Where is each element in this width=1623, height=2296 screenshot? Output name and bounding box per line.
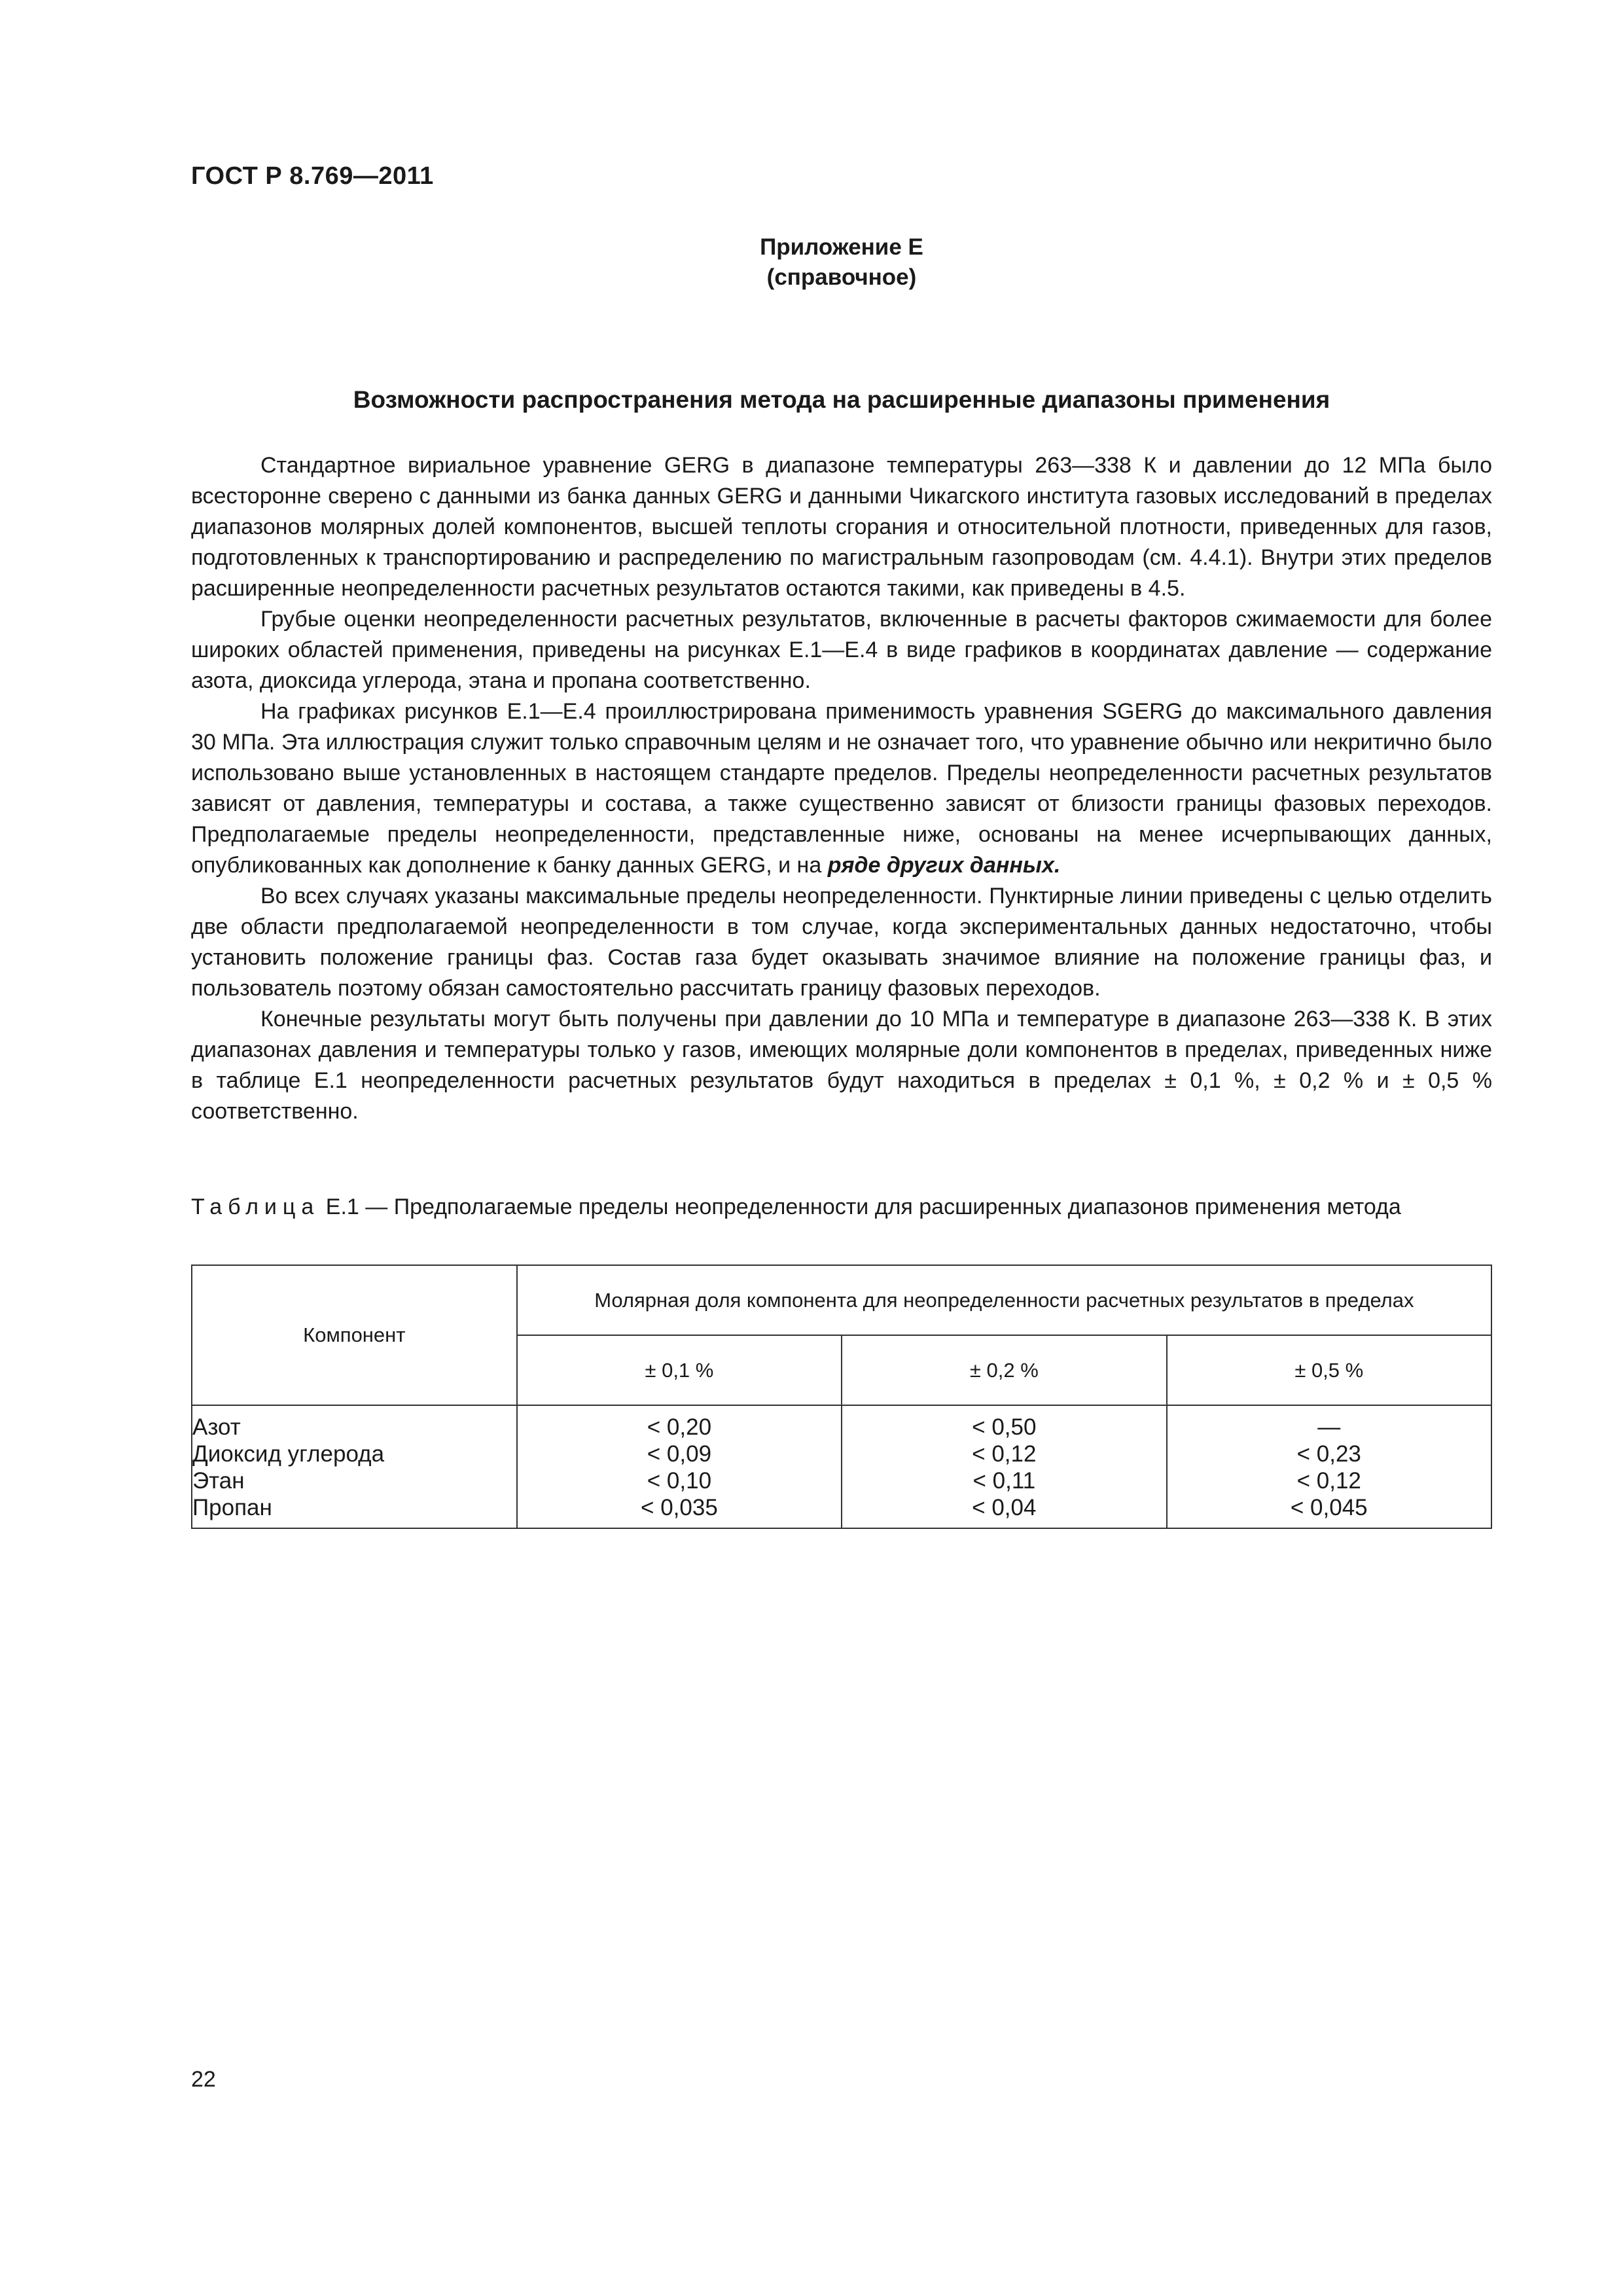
section-title: Возможности распространения метода на расширенные диапазоны применения — [353, 386, 1330, 413]
body-text — [191, 450, 1492, 1127]
values-cell-0-2 — [842, 1405, 1166, 1528]
appendix-type: (справочное) — [766, 264, 917, 290]
paragraph: Стандартное вириальное уравнение GERG в диапазоне температуры 263—338 К и давлении до 12 МПа было всесторонне сверено с данными из банка данных GERG и данными Чикагского института газовых исследований в пределах диапазонов молярных долей компонентов, высшей теплоты сгорания и относительной плотности, приведенных для газов, подготовленных к транспортированию и распределению по магистральным газопроводам (см. 4.4.1). Внутри этих пределов расширенные неопределенности расчетных результатов остаются такими, как приведены в 4.5. — [191, 453, 1492, 601]
table-value: < 0,50 — [972, 1414, 1037, 1440]
document-code: ГОСТ Р 8.769—2011 — [191, 162, 434, 190]
table-value: < 0,23 — [1296, 1441, 1361, 1467]
table-value: < 0,11 — [972, 1468, 1036, 1494]
component-name: Азот — [192, 1414, 241, 1440]
paragraph: Конечные результаты могут быть получены при давлении до 10 МПа и температуре в диапазоне 263—338 К. В этих диапазонах давления и температуры только у газов, имеющих молярные доли компонентов в пределах, приведенных ниже в таблице Е.1 неопределенности расчетных результатов будут находиться в пределах ± 0,1 %, ± 0,2 % и ± 0,5 % соответственно. — [191, 1007, 1492, 1124]
table-value: < 0,035 — [641, 1495, 718, 1520]
table-value: < 0,12 — [972, 1441, 1037, 1467]
component-name: Этан — [192, 1468, 245, 1494]
header-group: Молярная доля компонента для неопределенности расчетных результатов в пределах — [517, 1265, 1491, 1335]
table-value: < 0,045 — [1290, 1495, 1368, 1520]
appendix-title: Приложение Е — [760, 234, 923, 260]
page-number: 22 — [191, 2067, 216, 2092]
table-caption-text: Е.1 — Предполагаемые пределы неопределенности для расширенных диапазонов применения метода — [325, 1194, 1401, 1219]
component-name: Диоксид углерода — [192, 1441, 385, 1467]
table-caption — [191, 1193, 1492, 1221]
component-names-cell — [192, 1405, 517, 1528]
table-value: < 0,20 — [647, 1414, 712, 1440]
table-value: < 0,04 — [972, 1495, 1037, 1520]
paragraph-text: На графиках рисунков Е.1—Е.4 проиллюстрирована применимость уравнения SGERG до максимального давления 30 МПа. Эта иллюстрация служит только справочным целям и не означает того, что уравнение обычно или некритично было использовано выше установленных в настоящем стандарте пределов. Пределы неопределенности расчетных результатов зависят от давления, температуры и состава, а также существенно зависят от близости границы фазовых переходов. Предполагаемые пределы неопределенности, представленные ниже, основаны на менее исчерпывающих данных, опубликованных как дополнение к банку данных GERG, и на — [191, 699, 1492, 878]
header-column: ± 0,1 % — [517, 1335, 842, 1405]
table-value: < 0,12 — [1296, 1468, 1361, 1494]
table-row — [192, 1405, 1491, 1528]
component-name: Пропан — [192, 1495, 272, 1520]
table-value: < 0,10 — [647, 1468, 712, 1494]
table-caption-label: Таблица — [191, 1194, 320, 1219]
header-column: ± 0,5 % — [1167, 1335, 1491, 1405]
header-component: Компонент — [192, 1265, 517, 1405]
paragraph: Во всех случаях указаны максимальные пределы неопределенности. Пунктирные линии приведены с целью отделить две области предполагаемой неопределенности в том случае, когда экспериментальных данных недостаточно, чтобы установить положение границы фаз. Состав газа будет оказывать значимое влияние на положение границы фаз, и пользователь поэтому обязан самостоятельно рассчитать границу фазовых переходов. — [191, 884, 1492, 1001]
paragraph — [191, 696, 1492, 881]
paragraph-emphasis: ряде других данных. — [827, 853, 1061, 878]
table-value: < 0,09 — [647, 1441, 712, 1467]
uncertainty-table — [191, 1265, 1492, 1529]
paragraph: Грубые оценки неопределенности расчетных результатов, включенные в расчеты факторов сжимаемости для более широких областей применения, приведены на рисунках Е.1—Е.4 в виде графиков в координатах давление — содержание азота, диоксида углерода, этана и пропана соответственно. — [191, 607, 1492, 693]
table-value: — — [1317, 1414, 1341, 1440]
header-column: ± 0,2 % — [842, 1335, 1166, 1405]
values-cell-0-1 — [517, 1405, 842, 1528]
values-cell-0-5 — [1167, 1405, 1491, 1528]
